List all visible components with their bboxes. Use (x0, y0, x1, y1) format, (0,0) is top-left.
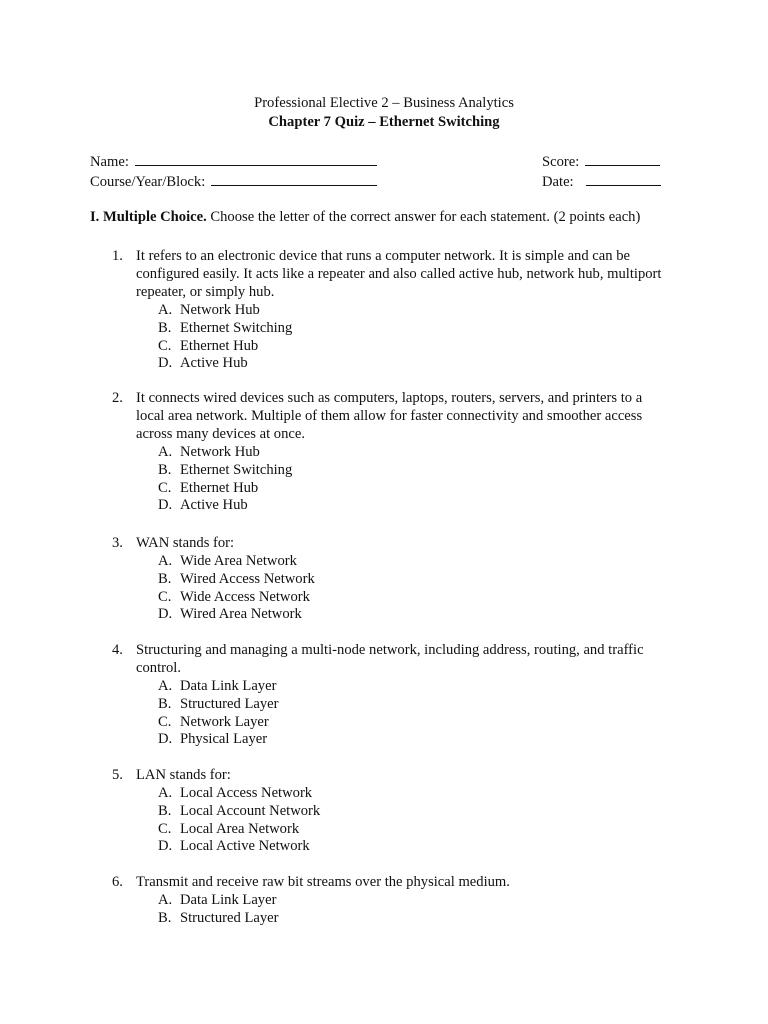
option-text: Structured Layer (180, 695, 279, 712)
option-text: Active Hub (180, 497, 248, 514)
option-letter: D. (158, 355, 173, 372)
option-text: Active Hub (180, 355, 248, 372)
option-letter: C. (158, 820, 172, 837)
option-b (158, 461, 672, 479)
option-text: Wide Access Network (180, 588, 310, 605)
option-letter: B. (158, 319, 172, 336)
option-text: Data Link Layer (180, 892, 277, 908)
option-letter: A. (158, 444, 173, 460)
option-d (158, 354, 672, 372)
option-letter: D. (158, 606, 173, 623)
question-text: It connects wired devices such as computers, laptops, routers, servers, and printers to a local area network. Multiple of them allow for faster connectivity and smoother access across many devices at once. (136, 390, 643, 442)
option-letter: D. (158, 497, 173, 514)
option-text: Data Link Layer (180, 678, 277, 694)
option-text: Ethernet Switching (180, 461, 293, 478)
score-label: Score: (542, 154, 580, 170)
option-d (158, 730, 672, 748)
option-a (158, 301, 672, 319)
option-letter: A. (158, 553, 173, 569)
option-text: Wired Area Network (180, 606, 302, 623)
option-letter: B. (158, 909, 172, 926)
question-text: LAN stands for: (136, 767, 231, 783)
name-field (90, 151, 377, 171)
course-subject: Professional Elective 2 – Business Analytics (254, 95, 514, 111)
option-a (158, 891, 672, 909)
question-number: 4. (112, 642, 123, 658)
option-a (158, 443, 672, 461)
question-number: 5. (112, 767, 123, 783)
option-text: Ethernet Switching (180, 319, 293, 336)
question-2 (112, 389, 672, 514)
option-c (158, 479, 672, 497)
option-a (158, 552, 672, 570)
option-c (158, 588, 672, 606)
option-text: Local Area Network (180, 820, 300, 837)
answer-options (112, 443, 672, 514)
date-blank (586, 171, 661, 186)
option-b (158, 570, 672, 588)
option-b (158, 909, 672, 927)
option-letter: C. (158, 479, 172, 496)
course-year-block-blank (211, 171, 377, 186)
question-text: Transmit and receive raw bit streams over the physical medium. (136, 874, 510, 890)
option-text: Wide Area Network (180, 553, 297, 569)
question-number: 3. (112, 535, 123, 551)
quiz-title: Chapter 7 Quiz – Ethernet Switching (268, 114, 500, 130)
date-field (542, 171, 661, 191)
option-letter: C. (158, 337, 172, 354)
section-instructions: Choose the letter of the correct answer for each statement. (2 points each) (210, 209, 641, 225)
question-text: It refers to an electronic device that runs a computer network. It is simple and can be configured easily. It acts like a repeater and also called active hub, network hub, multiport repeater, or simply hub. (136, 248, 662, 300)
option-a (158, 677, 672, 695)
option-text: Local Account Network (180, 802, 321, 819)
option-c (158, 820, 672, 838)
option-text: Ethernet Hub (180, 337, 259, 354)
option-letter: D. (158, 731, 173, 748)
option-text: Wired Access Network (180, 570, 315, 587)
answer-options (112, 301, 672, 372)
option-letter: B. (158, 802, 172, 819)
option-a (158, 784, 672, 802)
option-text: Ethernet Hub (180, 479, 259, 496)
question-number: 1. (112, 248, 123, 264)
question-6 (112, 873, 672, 927)
option-text: Local Active Network (180, 838, 310, 855)
option-text: Network Hub (180, 302, 260, 318)
option-text: Network Layer (180, 713, 269, 730)
option-letter: C. (158, 713, 172, 730)
answer-options (112, 677, 672, 748)
score-field (542, 151, 660, 171)
option-b (158, 695, 672, 713)
option-text: Structured Layer (180, 909, 279, 926)
option-letter: A. (158, 785, 173, 801)
course-year-block-field (90, 171, 377, 191)
question-number: 6. (112, 874, 123, 890)
course-year-block-label: Course/Year/Block: (90, 174, 206, 190)
name-label: Name: (90, 154, 129, 170)
answer-options (112, 552, 672, 623)
option-letter: B. (158, 695, 172, 712)
option-letter: A. (158, 678, 173, 694)
question-number: 2. (112, 390, 123, 406)
score-blank (585, 151, 660, 166)
option-letter: A. (158, 302, 173, 318)
section-heading (90, 208, 640, 226)
option-text: Local Access Network (180, 785, 313, 801)
option-letter: A. (158, 892, 173, 908)
option-d (158, 496, 672, 514)
section-title: I. Multiple Choice. (90, 209, 207, 225)
option-d (158, 837, 672, 855)
date-label: Date: (542, 174, 574, 190)
option-text: Physical Layer (180, 731, 268, 748)
answer-options (112, 891, 672, 927)
option-c (158, 337, 672, 355)
question-3 (112, 534, 672, 623)
question-text: WAN stands for: (136, 535, 235, 551)
question-5 (112, 766, 672, 855)
question-1 (112, 247, 672, 372)
option-text: Network Hub (180, 444, 260, 460)
option-b (158, 802, 672, 820)
option-letter: C. (158, 588, 172, 605)
answer-options (112, 784, 672, 855)
option-b (158, 319, 672, 337)
option-letter: D. (158, 838, 173, 855)
name-blank (135, 151, 377, 166)
option-d (158, 605, 672, 623)
option-letter: B. (158, 461, 172, 478)
question-4 (112, 641, 672, 748)
option-letter: B. (158, 570, 172, 587)
question-text: Structuring and managing a multi-node network, including address, routing, and traffic control. (136, 642, 644, 676)
option-c (158, 713, 672, 731)
